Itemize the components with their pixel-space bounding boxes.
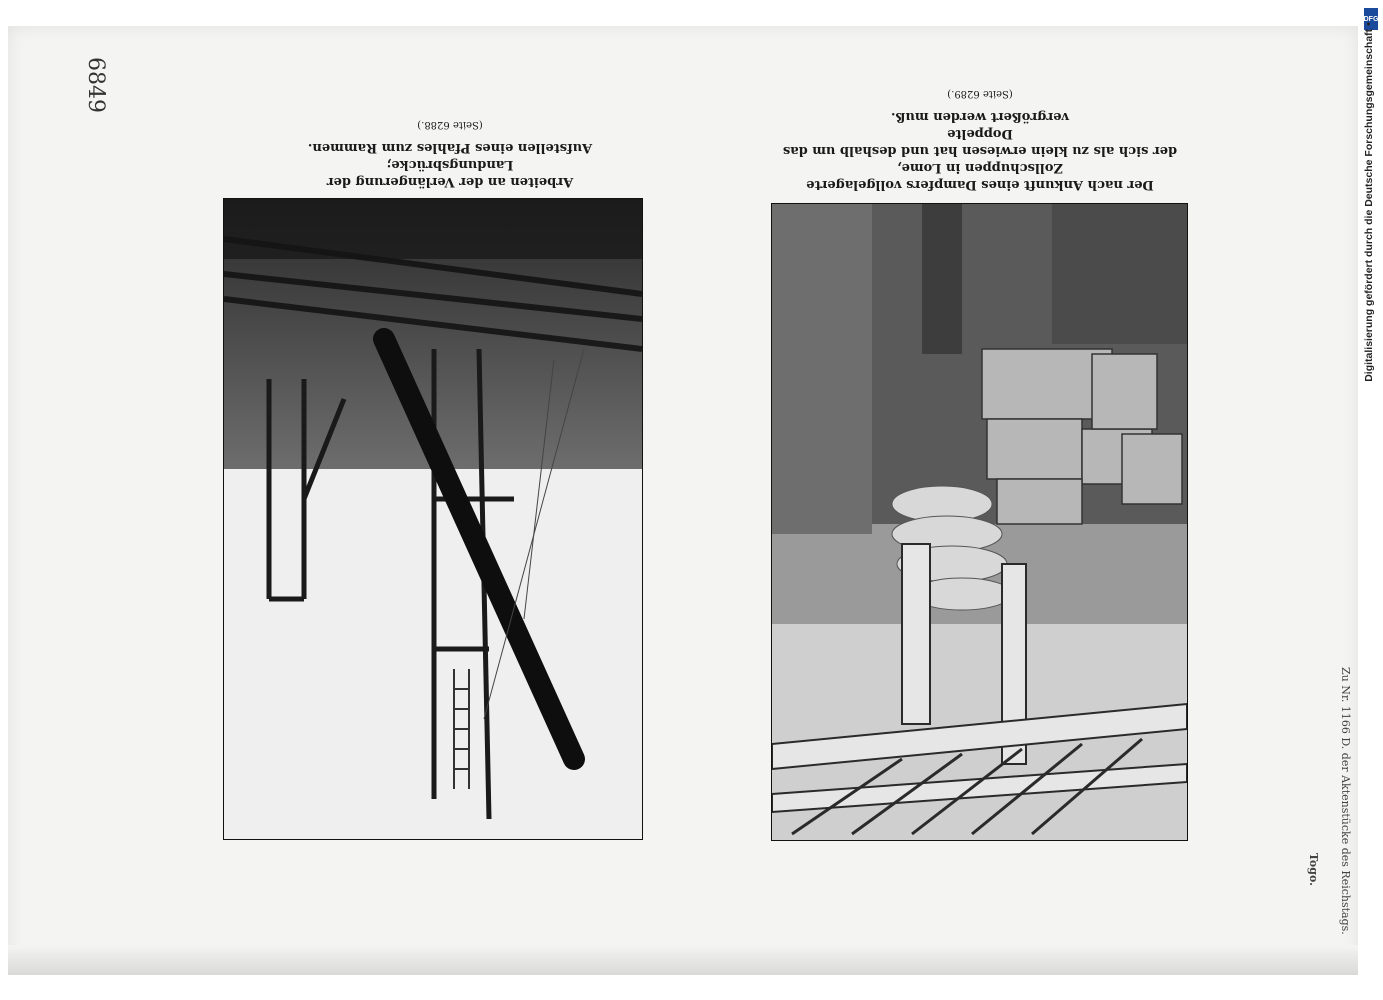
scan-shadow: [8, 945, 1358, 975]
customs-shed-illustration: [772, 204, 1187, 840]
caption-right-line3: vergrößert werden muß.: [890, 109, 1070, 124]
document-reference: Zu Nr. 1166 D. der Aktenstücke des Reichstags.: [1339, 667, 1352, 935]
caption-left: [300, 120, 600, 190]
caption-right-line2: der sich als zu klein erwiesen hat und deshalb um das Doppelte: [782, 126, 1178, 158]
caption-left-page-ref: (Seite 6288.): [417, 119, 483, 130]
caption-left-line2: Aufstellen eines Pfahles zum Rammen.: [307, 140, 593, 155]
dfg-watermark-text: Digitalisierung gefördert durch die Deutsche Forschungsgemeinschaft •: [1363, 22, 1375, 382]
caption-right-page-ref: (Seite 6289.): [947, 88, 1013, 99]
dfg-watermark: [1362, 8, 1380, 398]
photo-customs-shed: [771, 203, 1188, 841]
photo-pier-construction: [223, 198, 643, 840]
caption-right: [770, 88, 1190, 193]
caption-left-line1: Arbeiten an der Verlängerung der Landungsbrücke;: [326, 157, 574, 189]
caption-right-line1: Der nach Ankunft eines Dampfers vollgelagerte Zollschuppen in Lome,: [806, 160, 1154, 192]
pier-construction-illustration: [224, 199, 642, 839]
page-number: 6849: [83, 57, 108, 113]
dfg-logo: DFG: [1364, 8, 1378, 30]
section-label: Togo.: [1307, 853, 1320, 886]
